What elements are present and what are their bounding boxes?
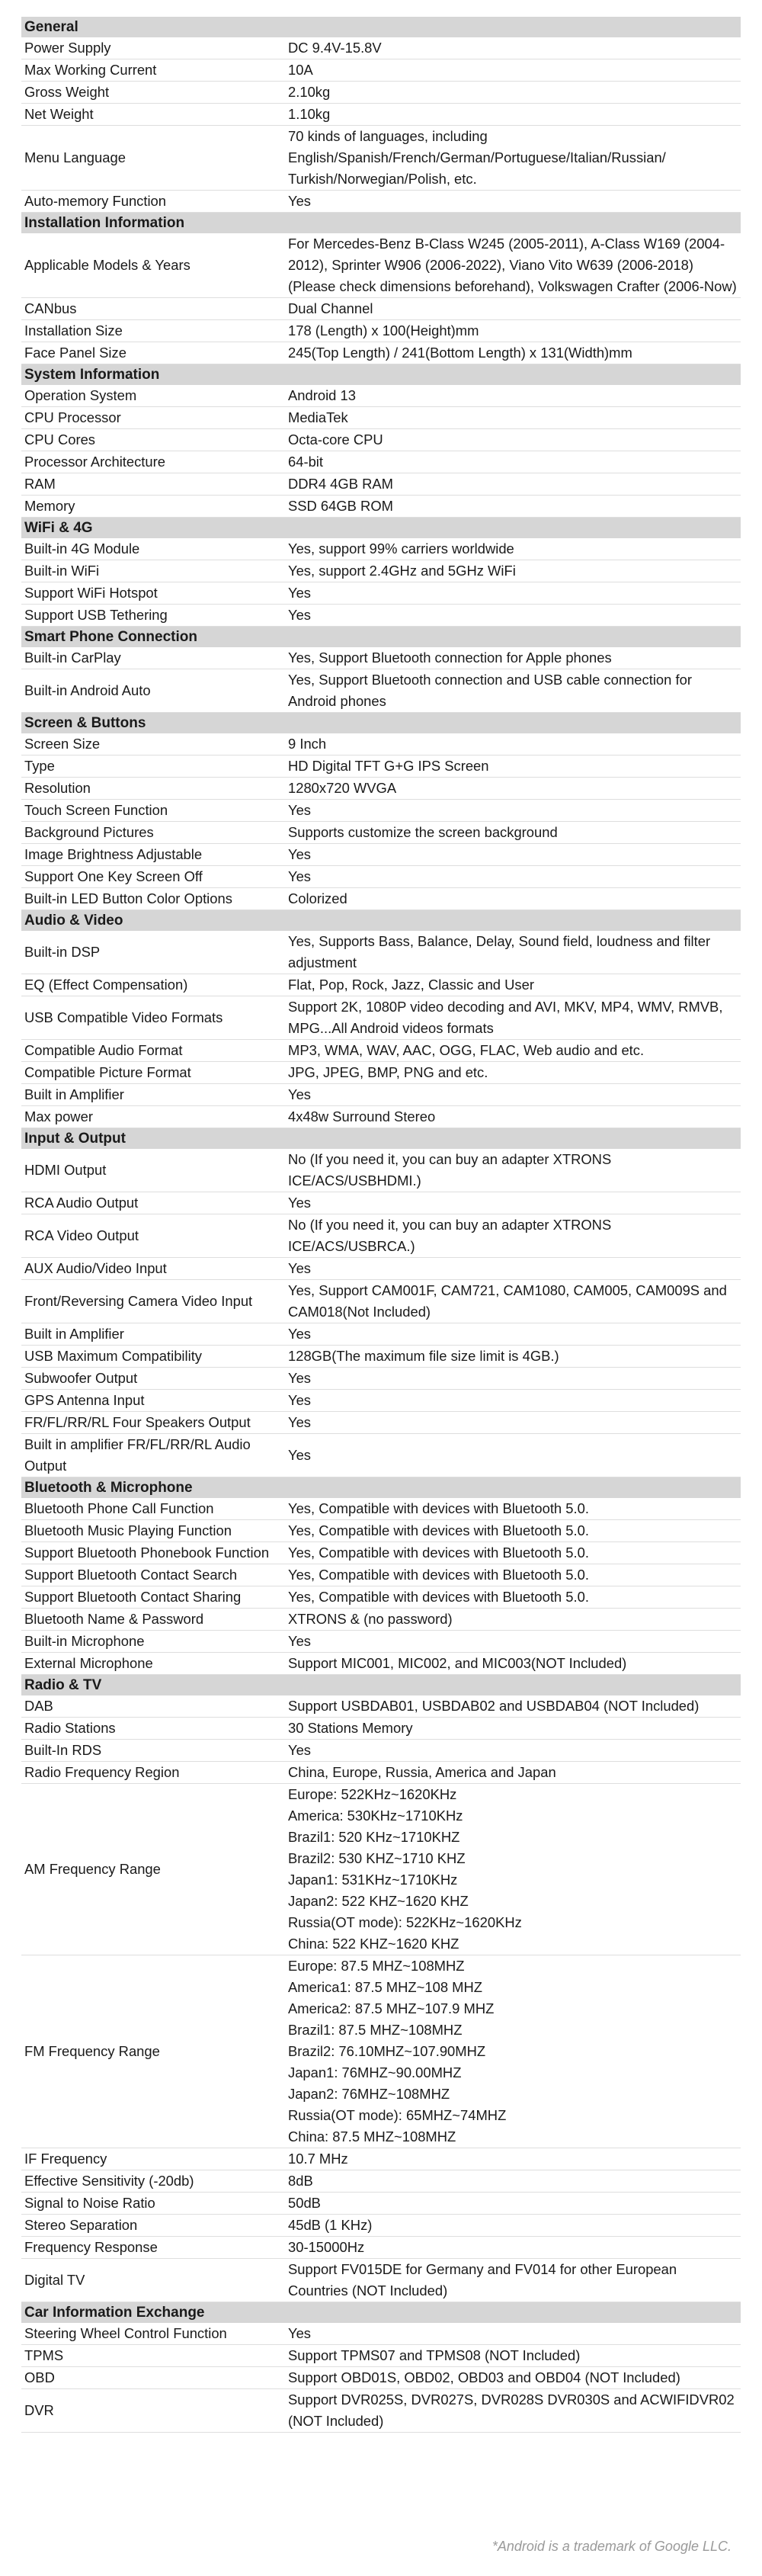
section-title: WiFi & 4G: [21, 518, 741, 538]
spec-section: [21, 17, 741, 213]
spec-label: Compatible Audio Format: [24, 1042, 183, 1058]
spec-section: [21, 1675, 741, 2302]
spec-label: Radio Frequency Region: [24, 1764, 180, 1780]
spec-row: [21, 1695, 741, 1718]
spec-label: Front/Reversing Camera Video Input: [24, 1293, 253, 1309]
spec-section: [21, 364, 741, 518]
spec-label: Built in Amplifier: [24, 1086, 124, 1102]
spec-label: Net Weight: [24, 106, 94, 122]
spec-row: [21, 37, 741, 59]
spec-label: Auto-memory Function: [24, 193, 167, 209]
spec-label: RCA Audio Output: [24, 1195, 139, 1211]
spec-row: [21, 407, 741, 429]
section-title: Radio & TV: [21, 1675, 741, 1695]
spec-value: Yes, support 99% carriers worldwide: [288, 541, 514, 557]
spec-value: Yes: [288, 868, 312, 884]
spec-value: Supports customize the screen background: [288, 824, 558, 840]
spec-row: [21, 473, 741, 496]
spec-value-line: Brazil1: 520 KHz~1710KHZ: [288, 1829, 460, 1845]
spec-row: [21, 1586, 741, 1609]
spec-label: Memory: [24, 498, 75, 514]
spec-row: [21, 1520, 741, 1542]
spec-label: Subwoofer Output: [24, 1370, 138, 1386]
spec-row: [21, 2345, 741, 2367]
section-title: Smart Phone Connection: [21, 627, 741, 647]
section-title: Installation Information: [21, 213, 741, 233]
spec-value: 128GB(The maximum file size limit is 4GB.): [288, 1348, 559, 1364]
spec-label: Built-in 4G Module: [24, 541, 140, 557]
section-title: Bluetooth & Microphone: [21, 1477, 741, 1498]
spec-label: Applicable Models & Years: [24, 257, 190, 273]
spec-row: [21, 320, 741, 342]
spec-label: Signal to Noise Ratio: [24, 2195, 155, 2211]
spec-value: 50dB: [288, 2195, 321, 2211]
spec-row: [21, 1346, 741, 1368]
spec-row: [21, 1434, 741, 1477]
spec-value: Yes, Compatible with devices with Bluetooth 5.0.: [288, 1500, 589, 1516]
spec-row: [21, 822, 741, 844]
spec-row: [21, 1784, 741, 1955]
spec-label: GPS Antenna Input: [24, 1392, 145, 1408]
spec-value: 8dB: [288, 2173, 313, 2189]
spec-value: 9 Inch: [288, 736, 327, 752]
spec-value-line: Russia(OT mode): 522KHz~1620KHz: [288, 1914, 522, 1930]
spec-label: Effective Sensitivity (-20db): [24, 2173, 194, 2189]
spec-label: Menu Language: [24, 149, 126, 165]
spec-value-line: America2: 87.5 MHZ~107.9 MHZ: [288, 2000, 495, 2016]
spec-label: Operation System: [24, 387, 137, 403]
spec-row: [21, 451, 741, 473]
spec-row: [21, 126, 741, 191]
spec-label: CANbus: [24, 300, 77, 316]
spec-row: [21, 59, 741, 82]
spec-label: Image Brightness Adjustable: [24, 846, 203, 862]
spec-label: Built-in Microphone: [24, 1633, 145, 1649]
spec-section: [21, 213, 741, 364]
spec-row: [21, 582, 741, 605]
spec-value: No (If you need it, you can buy an adapter XTRONS ICE/ACS/USBHDMI.): [288, 1151, 612, 1189]
spec-label: RAM: [24, 476, 56, 492]
spec-value: 1280x720 WVGA: [288, 780, 397, 796]
spec-row: [21, 778, 741, 800]
spec-value: No (If you need it, you can buy an adapter XTRONS ICE/ACS/USBRCA.): [288, 1217, 612, 1254]
spec-value: [288, 1784, 741, 1955]
spec-value: Yes: [288, 1326, 312, 1342]
spec-row: [21, 1718, 741, 1740]
spec-value: Yes: [288, 193, 312, 209]
spec-value: MP3, WMA, WAV, AAC, OGG, FLAC, Web audio and etc.: [288, 1042, 645, 1058]
spec-value: Support MIC001, MIC002, and MIC003(NOT Included): [288, 1655, 627, 1671]
spec-label: Max power: [24, 1108, 93, 1124]
spec-label: Stereo Separation: [24, 2217, 138, 2233]
trademark-footnote: *Android is a trademark of Google LLC.: [491, 2539, 732, 2554]
spec-label: USB Maximum Compatibility: [24, 1348, 202, 1364]
spec-row: [21, 298, 741, 320]
spec-row: [21, 1955, 741, 2148]
spec-value: 4x48w Surround Stereo: [288, 1108, 436, 1124]
spec-row: [21, 2389, 741, 2433]
spec-value: Support OBD01S, OBD02, OBD03 and OBD04 (NOT Included): [288, 2369, 680, 2385]
spec-value-line: Brazil2: 76.10MHZ~107.90MHZ: [288, 2043, 486, 2059]
spec-label: FR/FL/RR/RL Four Speakers Output: [24, 1414, 251, 1430]
spec-label: USB Compatible Video Formats: [24, 1009, 223, 1025]
section-title: Screen & Buttons: [21, 713, 741, 733]
spec-value: 10A: [288, 62, 313, 78]
spec-label: IF Frequency: [24, 2151, 107, 2167]
spec-value: Android 13: [288, 387, 356, 403]
spec-value-line: Japan1: 531KHz~1710KHz: [288, 1872, 458, 1888]
spec-value: Support USBDAB01, USBDAB02 and USBDAB04 (NOT Included): [288, 1698, 700, 1714]
spec-value: Yes, Compatible with devices with Bluetooth 5.0.: [288, 1522, 589, 1538]
section-title: Car Information Exchange: [21, 2302, 741, 2323]
spec-value: JPG, JPEG, BMP, PNG and etc.: [288, 1064, 488, 1080]
spec-row: [21, 1653, 741, 1675]
spec-row: [21, 1214, 741, 1258]
spec-value: Yes: [288, 802, 312, 818]
spec-table: [21, 17, 741, 2433]
spec-value: Yes, Compatible with devices with Bluetooth 5.0.: [288, 1545, 589, 1561]
spec-row: [21, 733, 741, 755]
spec-row: [21, 1368, 741, 1390]
spec-value: Yes: [288, 846, 312, 862]
spec-row: [21, 1149, 741, 1192]
spec-row: [21, 1258, 741, 1280]
spec-label: OBD: [24, 2369, 55, 2385]
spec-value: Yes: [288, 1195, 312, 1211]
spec-value: Yes, Support CAM001F, CAM721, CAM1080, CAM005, CAM009S and CAM018(Not Included): [288, 1282, 727, 1320]
spec-value: Yes: [288, 1086, 312, 1102]
spec-value: 2.10kg: [288, 84, 331, 100]
spec-label: TPMS: [24, 2347, 64, 2363]
spec-label: Support USB Tethering: [24, 607, 168, 623]
spec-section: [21, 627, 741, 713]
spec-value: MediaTek: [288, 409, 348, 425]
spec-label: Gross Weight: [24, 84, 110, 100]
spec-value: Yes: [288, 1447, 312, 1463]
spec-label: Steering Wheel Control Function: [24, 2325, 227, 2341]
spec-value: 70 kinds of languages, including English/Spanish/French/German/Portuguese/Italian/Russian/ Turkish/Norwegian/Polish, etc.: [288, 128, 666, 187]
spec-value: Yes, Compatible with devices with Bluetooth 5.0.: [288, 1589, 589, 1605]
spec-label: Screen Size: [24, 736, 101, 752]
spec-row: [21, 342, 741, 364]
spec-label: Built-in CarPlay: [24, 650, 121, 666]
spec-row: [21, 2170, 741, 2193]
spec-label: Built-in DSP: [24, 944, 101, 960]
spec-value: Support TPMS07 and TPMS08 (NOT Included): [288, 2347, 581, 2363]
spec-value-line: Japan1: 76MHZ~90.00MHZ: [288, 2064, 462, 2080]
spec-value-line: Japan2: 522 KHZ~1620 KHZ: [288, 1893, 469, 1909]
spec-row: [21, 2367, 741, 2389]
spec-row: [21, 1762, 741, 1784]
spec-row: [21, 429, 741, 451]
section-title: General: [21, 17, 741, 37]
spec-label: Compatible Picture Format: [24, 1064, 191, 1080]
spec-row: [21, 931, 741, 974]
spec-row: [21, 996, 741, 1040]
spec-value-line: China: 522 KHZ~1620 KHZ: [288, 1936, 459, 1952]
spec-value: [288, 1955, 741, 2148]
spec-value: China, Europe, Russia, America and Japan: [288, 1764, 556, 1780]
spec-value: 30-15000Hz: [288, 2239, 365, 2255]
spec-row: [21, 2259, 741, 2302]
spec-value-line: China: 87.5 MHZ~108MHZ: [288, 2128, 456, 2145]
spec-value: Yes: [288, 1392, 312, 1408]
spec-value: 64-bit: [288, 454, 324, 470]
spec-label: EQ (Effect Compensation): [24, 977, 188, 993]
spec-row: [21, 755, 741, 778]
spec-row: [21, 605, 741, 627]
spec-value: Yes: [288, 1370, 312, 1386]
spec-label: AUX Audio/Video Input: [24, 1260, 167, 1276]
spec-value-line: Europe: 87.5 MHZ~108MHZ: [288, 1958, 465, 1974]
spec-section: [21, 1477, 741, 1675]
spec-row: [21, 1062, 741, 1084]
spec-label: Power Supply: [24, 40, 111, 56]
spec-section: [21, 910, 741, 1128]
spec-value: Support 2K, 1080P video decoding and AVI, MKV, MP4, WMV, RMVB, MPG...All Android videos formats: [288, 999, 723, 1036]
spec-row: [21, 191, 741, 213]
section-title: Audio & Video: [21, 910, 741, 931]
spec-value: Yes, Support Bluetooth connection for Apple phones: [288, 650, 612, 666]
spec-row: [21, 2148, 741, 2170]
spec-label: Built in Amplifier: [24, 1326, 124, 1342]
spec-label: Face Panel Size: [24, 345, 126, 361]
spec-row: [21, 888, 741, 910]
spec-label: CPU Cores: [24, 431, 95, 448]
spec-row: [21, 2237, 741, 2259]
spec-section: [21, 2302, 741, 2433]
spec-value: Yes, Support Bluetooth connection and USB cable connection for Android phones: [288, 672, 692, 709]
spec-value-line: Japan2: 76MHZ~108MHZ: [288, 2086, 450, 2102]
spec-value: Yes: [288, 1742, 312, 1758]
spec-label: Processor Architecture: [24, 454, 166, 470]
spec-label: Built-In RDS: [24, 1742, 102, 1758]
spec-label: Resolution: [24, 780, 91, 796]
spec-row: [21, 104, 741, 126]
spec-value: 10.7 MHz: [288, 2151, 348, 2167]
spec-label: AM Frequency Range: [24, 1861, 161, 1877]
spec-row: [21, 1040, 741, 1062]
spec-value: XTRONS & (no password): [288, 1611, 453, 1627]
spec-value: Colorized: [288, 890, 347, 906]
spec-row: [21, 647, 741, 669]
spec-row: [21, 233, 741, 298]
spec-value: Yes: [288, 607, 312, 623]
spec-value-line: Brazil2: 530 KHZ~1710 KHZ: [288, 1850, 466, 1866]
spec-section: [21, 518, 741, 627]
spec-value-line: Europe: 522KHz~1620KHz: [288, 1786, 457, 1802]
spec-label: Built-in LED Button Color Options: [24, 890, 232, 906]
spec-label: External Microphone: [24, 1655, 153, 1671]
spec-label: Touch Screen Function: [24, 802, 168, 818]
spec-label: DVR: [24, 2402, 54, 2418]
spec-row: [21, 1106, 741, 1128]
spec-value-line: Brazil1: 87.5 MHZ~108MHZ: [288, 2022, 463, 2038]
spec-value: Yes, Supports Bass, Balance, Delay, Sound field, loudness and filter adjustment: [288, 933, 711, 970]
spec-label: Bluetooth Phone Call Function: [24, 1500, 214, 1516]
spec-value: HD Digital TFT G+G IPS Screen: [288, 758, 489, 774]
spec-value: DC 9.4V-15.8V: [288, 40, 382, 56]
spec-value: SSD 64GB ROM: [288, 498, 393, 514]
spec-value: Yes: [288, 1414, 312, 1430]
spec-label: DAB: [24, 1698, 53, 1714]
spec-value-line: America: 530KHz~1710KHz: [288, 1808, 463, 1824]
spec-label: Built-in Android Auto: [24, 682, 151, 698]
spec-value: Yes: [288, 2325, 312, 2341]
spec-value: Yes, support 2.4GHz and 5GHz WiFi: [288, 563, 516, 579]
spec-value: Yes: [288, 1633, 312, 1649]
spec-row: [21, 1564, 741, 1586]
section-title: System Information: [21, 364, 741, 385]
spec-label: Support Bluetooth Phonebook Function: [24, 1545, 270, 1561]
spec-value: Support DVR025S, DVR027S, DVR028S DVR030S and ACWIFIDVR02 (NOT Included): [288, 2392, 735, 2429]
spec-value: Yes: [288, 585, 312, 601]
spec-label: Bluetooth Music Playing Function: [24, 1522, 232, 1538]
spec-row: [21, 2193, 741, 2215]
spec-row: [21, 974, 741, 996]
spec-label: Bluetooth Name & Password: [24, 1611, 204, 1627]
spec-value: Flat, Pop, Rock, Jazz, Classic and User: [288, 977, 534, 993]
spec-value: 45dB (1 KHz): [288, 2217, 373, 2233]
spec-row: [21, 385, 741, 407]
spec-row: [21, 866, 741, 888]
spec-label: Installation Size: [24, 322, 123, 338]
spec-value: DDR4 4GB RAM: [288, 476, 393, 492]
spec-row: [21, 496, 741, 518]
spec-label: Support WiFi Hotspot: [24, 585, 158, 601]
spec-label: Support One Key Screen Off: [24, 868, 203, 884]
spec-row: [21, 1609, 741, 1631]
section-title: Input & Output: [21, 1128, 741, 1149]
spec-value: 30 Stations Memory: [288, 1720, 413, 1736]
spec-value: 178 (Length) x 100(Height)mm: [288, 322, 479, 338]
spec-value: 245(Top Length) / 241(Bottom Length) x 131(Width)mm: [288, 345, 632, 361]
spec-row: [21, 82, 741, 104]
spec-section: [21, 1128, 741, 1477]
spec-value: 1.10kg: [288, 106, 331, 122]
spec-value: Octa-core CPU: [288, 431, 383, 448]
spec-label: RCA Video Output: [24, 1227, 139, 1243]
spec-label: Built-in WiFi: [24, 563, 100, 579]
spec-row: [21, 1323, 741, 1346]
spec-label: Digital TV: [24, 2272, 85, 2288]
spec-row: [21, 669, 741, 713]
spec-row: [21, 1280, 741, 1323]
spec-value: Dual Channel: [288, 300, 373, 316]
spec-value-line: Russia(OT mode): 65MHZ~74MHZ: [288, 2107, 507, 2123]
spec-row: [21, 1412, 741, 1434]
spec-value: Support FV015DE for Germany and FV014 for other European Countries (NOT Included): [288, 2261, 677, 2299]
spec-label: FM Frequency Range: [24, 2043, 160, 2059]
spec-row: [21, 1084, 741, 1106]
spec-value: For Mercedes-Benz B-Class W245 (2005-2011), A-Class W169 (2004-2012), Sprinter W906 (2006-2022), Viano Vito W639 (2006-2018)(Please check dimensions beforehand), Volkswagen Crafter (2006-Now): [288, 236, 737, 294]
spec-label: Radio Stations: [24, 1720, 116, 1736]
spec-row: [21, 1390, 741, 1412]
spec-row: [21, 844, 741, 866]
spec-label: CPU Processor: [24, 409, 121, 425]
spec-row: [21, 1631, 741, 1653]
spec-label: Type: [24, 758, 55, 774]
spec-value: Yes: [288, 1260, 312, 1276]
spec-section: [21, 713, 741, 910]
spec-row: [21, 1498, 741, 1520]
spec-label: Support Bluetooth Contact Sharing: [24, 1589, 242, 1605]
spec-row: [21, 2323, 741, 2345]
spec-label: Support Bluetooth Contact Search: [24, 1567, 238, 1583]
spec-label: Background Pictures: [24, 824, 154, 840]
spec-row: [21, 800, 741, 822]
spec-label: Frequency Response: [24, 2239, 158, 2255]
spec-row: [21, 1542, 741, 1564]
spec-value-line: America1: 87.5 MHZ~108 MHZ: [288, 1979, 482, 1995]
spec-label: HDMI Output: [24, 1162, 107, 1178]
spec-value: Yes, Compatible with devices with Bluetooth 5.0.: [288, 1567, 589, 1583]
spec-row: [21, 1740, 741, 1762]
spec-row: [21, 538, 741, 560]
spec-row: [21, 560, 741, 582]
spec-row: [21, 2215, 741, 2237]
spec-row: [21, 1192, 741, 1214]
spec-label: Max Working Current: [24, 62, 157, 78]
spec-label: Built in amplifier FR/FL/RR/RL Audio Output: [24, 1436, 251, 1474]
